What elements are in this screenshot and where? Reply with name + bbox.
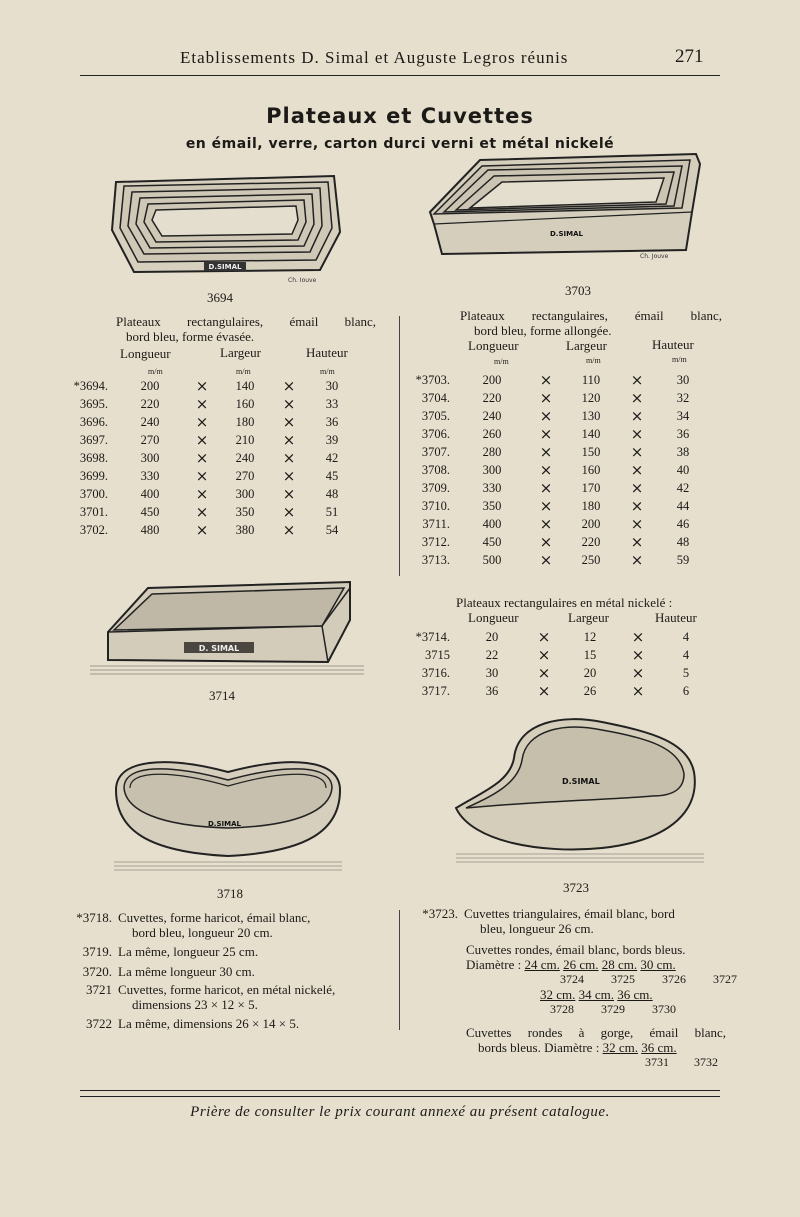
times-sign: ×	[630, 407, 644, 425]
table1-spec-table	[66, 377, 354, 539]
length-value: 200	[140, 379, 160, 393]
times-sign: ×	[537, 682, 551, 700]
times-sign: ×	[539, 515, 553, 533]
gorge-ref: 3731	[645, 1055, 669, 1069]
height-value: 48	[325, 487, 339, 501]
list-item-3719	[68, 942, 388, 964]
width-value: 12	[583, 630, 597, 644]
width-value: 180	[581, 499, 601, 513]
times-sign: ×	[537, 664, 551, 682]
height-value: 59	[676, 553, 690, 567]
figure-label-3718: 3718	[217, 886, 243, 901]
table-row	[408, 443, 706, 461]
width-value: 350	[235, 505, 255, 519]
height-value: 6	[682, 684, 690, 698]
footer-rule-top	[80, 1090, 720, 1091]
width-value: 160	[581, 463, 601, 477]
times-sign: ×	[539, 533, 553, 551]
table2-description	[460, 308, 722, 338]
list-item-3720	[68, 964, 388, 982]
table-row	[408, 628, 712, 646]
length-value: 200	[482, 373, 502, 387]
diameter-value: 32 cm.	[540, 987, 576, 1002]
length-value: 240	[140, 415, 160, 429]
times-sign: ×	[539, 443, 553, 461]
diameter-ref: 3727	[713, 972, 737, 986]
length-value: 260	[482, 427, 502, 441]
length-value: 280	[482, 445, 502, 459]
table-row	[408, 497, 706, 515]
diameter-value: 26 cm.	[563, 957, 599, 972]
row-ref: 3701.	[79, 505, 108, 519]
height-value: 30	[325, 379, 339, 393]
table-row	[408, 515, 706, 533]
row-ref: 3705.	[421, 409, 450, 423]
diameter-refs-2	[420, 1002, 730, 1017]
diameter-ref: 3726	[662, 972, 686, 986]
length-value: 220	[482, 391, 502, 405]
basin-3718-brand: D.SIMAL	[208, 820, 241, 828]
diameter-ref: 3728	[550, 1002, 574, 1016]
times-sign: ×	[539, 461, 553, 479]
figure-label-3714: 3714	[209, 688, 235, 703]
list-item-text-cont: bleu, longueur 26 cm.	[480, 921, 594, 936]
list-item-ref: 3719.	[82, 944, 112, 959]
table-row	[408, 664, 712, 682]
times-sign: ×	[539, 551, 553, 569]
table1-header-height: Hauteur	[306, 345, 348, 360]
row-ref: 3711.	[422, 517, 450, 531]
length-value: 240	[482, 409, 502, 423]
times-sign: ×	[195, 485, 209, 503]
table2-header-height: Hauteur	[652, 337, 694, 352]
width-value: 170	[581, 481, 601, 495]
diameter-value: 34 cm.	[578, 987, 615, 1002]
times-sign: ×	[630, 443, 644, 461]
table3-spec-table	[408, 628, 712, 700]
gorge-size: 32 cm.	[602, 1040, 638, 1055]
width-value: 270	[235, 469, 255, 483]
basin-3723-brand: D.SIMAL	[562, 777, 600, 786]
table3-header-height: Hauteur	[655, 610, 697, 625]
times-sign: ×	[630, 371, 644, 389]
table-row	[408, 682, 712, 700]
diameter-ref: 3730	[652, 1002, 676, 1016]
table-row	[408, 425, 706, 443]
tray-3714-brand: D. SIMAL	[198, 644, 240, 653]
row-ref: 3698.	[79, 451, 108, 465]
times-sign: ×	[195, 467, 209, 485]
times-sign: ×	[630, 389, 644, 407]
width-value: 250	[581, 553, 601, 567]
row-ref: 3699.	[79, 469, 108, 483]
height-value: 42	[676, 481, 690, 495]
engraver-signature-1: Ch. Jouve	[288, 277, 317, 282]
height-value: 4	[682, 630, 690, 644]
height-value: 54	[325, 523, 339, 537]
list-item-ref: *3718.	[76, 910, 112, 925]
times-sign: ×	[630, 551, 644, 569]
times-sign: ×	[282, 467, 296, 485]
gorge-text: bords bleus. Diamètre :	[478, 1040, 600, 1055]
row-ref: 3708.	[421, 463, 450, 477]
table-row	[408, 407, 706, 425]
table-row	[408, 389, 706, 407]
footer-rule-bottom	[80, 1096, 720, 1097]
height-value: 42	[325, 451, 339, 465]
times-sign: ×	[282, 431, 296, 449]
diameter-ref: 3725	[611, 972, 635, 986]
length-value: 300	[482, 463, 502, 477]
table1-header-length: Longueur	[120, 346, 171, 361]
diameter-value: 30 cm.	[640, 957, 676, 972]
height-value: 34	[676, 409, 690, 423]
table1-desc-line1: Plateaux rectangulaires, émail blanc,	[116, 314, 376, 329]
times-sign: ×	[539, 479, 553, 497]
list-item-text-cont: bord bleu, longueur 20 cm.	[132, 925, 273, 940]
table2-unit-height: m/m	[672, 355, 687, 364]
table2-desc-line2: bord bleu, forme allongée.	[474, 323, 612, 338]
list-item-ref: 3722	[86, 1016, 112, 1031]
height-value: 32	[676, 391, 690, 405]
table1-unit-width: m/m	[236, 367, 251, 376]
gorge-line-1: Cuvettes rondes à gorge, émail blanc,	[466, 1025, 726, 1040]
times-sign: ×	[537, 646, 551, 664]
right-product-list	[420, 906, 737, 1070]
figure-label-3723: 3723	[563, 880, 589, 895]
times-sign: ×	[282, 521, 296, 539]
length-value: 20	[485, 630, 499, 644]
times-sign: ×	[631, 646, 645, 664]
diameter-row-2	[420, 987, 730, 1002]
times-sign: ×	[195, 503, 209, 521]
length-value: 450	[482, 535, 502, 549]
width-value: 120	[581, 391, 601, 405]
row-ref: 3706.	[421, 427, 450, 441]
width-value: 150	[581, 445, 601, 459]
table2-desc-line1: Plateaux rectangulaires, émail blanc,	[460, 308, 722, 323]
row-ref: 3709.	[421, 481, 450, 495]
width-value: 300	[235, 487, 255, 501]
table2-header-length: Longueur	[468, 338, 519, 353]
length-value: 220	[140, 397, 160, 411]
width-value: 140	[581, 427, 601, 441]
list-item-ref: *3723.	[422, 906, 458, 921]
length-value: 400	[482, 517, 502, 531]
table-row	[66, 395, 354, 413]
page-title: Plateaux et Cuvettes	[266, 104, 534, 128]
row-ref: *3703.	[415, 373, 450, 387]
row-ref: 3710.	[421, 499, 450, 513]
length-value: 36	[485, 684, 499, 698]
row-ref: *3714.	[415, 630, 450, 644]
list-item-3723	[420, 906, 730, 936]
basin-3718-illustration	[108, 750, 348, 880]
times-sign: ×	[630, 461, 644, 479]
row-ref: *3694.	[73, 379, 108, 393]
table1-header-width: Largeur	[220, 345, 261, 360]
row-ref: 3715	[425, 648, 450, 662]
list-item-text: Cuvettes triangulaires, émail blanc, bord	[464, 906, 675, 921]
table-row	[66, 503, 354, 521]
length-value: 22	[485, 648, 499, 662]
times-sign: ×	[195, 377, 209, 395]
page-number: 271	[675, 46, 704, 67]
length-value: 350	[482, 499, 502, 513]
times-sign: ×	[630, 515, 644, 533]
times-sign: ×	[631, 664, 645, 682]
times-sign: ×	[282, 485, 296, 503]
table-row	[66, 485, 354, 503]
times-sign: ×	[539, 371, 553, 389]
tray-3703-illustration	[420, 152, 710, 262]
row-ref: 3697.	[79, 433, 108, 447]
height-value: 4	[682, 648, 690, 662]
times-sign: ×	[195, 431, 209, 449]
row-ref: 3707.	[421, 445, 450, 459]
basin-3723-illustration	[452, 712, 708, 872]
gorge-line-2	[420, 1040, 730, 1055]
tray-3694-brand: D.SIMAL	[208, 263, 242, 271]
header-rule	[80, 75, 720, 76]
table1-description	[116, 314, 376, 344]
length-value: 500	[482, 553, 502, 567]
tray-3694-illustration	[108, 170, 344, 282]
height-value: 36	[676, 427, 690, 441]
times-sign: ×	[282, 395, 296, 413]
height-value: 44	[676, 499, 690, 513]
times-sign: ×	[630, 497, 644, 515]
height-value: 30	[676, 373, 690, 387]
row-ref: 3716.	[421, 666, 450, 680]
list-item-text: Cuvettes, forme haricot, émail blanc,	[118, 910, 311, 925]
height-value: 40	[676, 463, 690, 477]
list-item-ref: 3721	[86, 982, 112, 997]
width-value: 15	[583, 648, 597, 662]
width-value: 220	[581, 535, 601, 549]
figure-label-3703: 3703	[565, 283, 591, 298]
gorge-size: 36 cm.	[641, 1040, 677, 1055]
table-row	[66, 449, 354, 467]
times-sign: ×	[630, 479, 644, 497]
table2-header-width: Largeur	[566, 338, 607, 353]
list-item-text: La même, longueur 25 cm.	[118, 944, 259, 959]
diameter-row-1	[420, 957, 730, 972]
table-row	[408, 551, 706, 569]
list-item-3718	[68, 910, 388, 942]
width-value: 380	[235, 523, 255, 537]
table-row	[66, 413, 354, 431]
list-item-text: La même longueur 30 cm.	[118, 964, 255, 979]
table2-spec-table	[408, 371, 706, 569]
footer-note: Prière de consulter le prix courant annexé au présent catalogue.	[190, 1104, 610, 1120]
table-row	[66, 467, 354, 485]
tray-3714-illustration	[88, 580, 370, 680]
times-sign: ×	[195, 395, 209, 413]
diameter-ref: 3724	[560, 972, 584, 986]
width-value: 240	[235, 451, 255, 465]
height-value: 39	[325, 433, 339, 447]
width-value: 180	[235, 415, 255, 429]
times-sign: ×	[282, 413, 296, 431]
row-ref: 3704.	[421, 391, 450, 405]
height-value: 33	[325, 397, 339, 411]
height-value: 51	[325, 505, 339, 519]
table-row	[408, 461, 706, 479]
length-value: 450	[140, 505, 160, 519]
width-value: 110	[581, 373, 601, 387]
times-sign: ×	[539, 407, 553, 425]
list-item-3721	[68, 982, 388, 1016]
width-value: 200	[581, 517, 601, 531]
row-ref: 3696.	[79, 415, 108, 429]
row-ref: 3702.	[79, 523, 108, 537]
engraver-signature-2: Ch. Jouve	[640, 253, 669, 260]
height-value: 38	[676, 445, 690, 459]
table-row	[408, 533, 706, 551]
times-sign: ×	[539, 497, 553, 515]
length-value: 300	[140, 451, 160, 465]
times-sign: ×	[195, 413, 209, 431]
row-ref: 3717.	[421, 684, 450, 698]
table1-unit-height: m/m	[320, 367, 335, 376]
times-sign: ×	[539, 389, 553, 407]
times-sign: ×	[537, 628, 551, 646]
height-value: 45	[325, 469, 339, 483]
times-sign: ×	[282, 449, 296, 467]
times-sign: ×	[539, 425, 553, 443]
width-value: 26	[583, 684, 597, 698]
times-sign: ×	[631, 682, 645, 700]
row-ref: 3700.	[79, 487, 108, 501]
diameter-value: 28 cm.	[601, 957, 638, 972]
row-ref: 3713.	[421, 553, 450, 567]
table3-header-width: Largeur	[568, 610, 609, 625]
list-item-text: La même, dimensions 26 × 14 × 5.	[118, 1016, 300, 1031]
table3-header-length: Longueur	[468, 610, 519, 625]
column-separator-top	[399, 316, 400, 576]
table-row	[408, 479, 706, 497]
tray-3703-brand: D.SIMAL	[550, 230, 583, 238]
table-row	[408, 371, 706, 389]
diameter-refs-1	[420, 972, 737, 987]
diameter-value: 36 cm.	[617, 987, 653, 1002]
height-value: 46	[676, 517, 690, 531]
width-value: 20	[583, 666, 597, 680]
list-item-text: Cuvettes, forme haricot, en métal nickelé,	[118, 982, 336, 997]
page-subtitle: en émail, verre, carton durci verni et métal nickelé	[185, 136, 615, 152]
length-value: 330	[482, 481, 502, 495]
length-value: 270	[140, 433, 160, 447]
table2-unit-length: m/m	[494, 357, 509, 366]
diameter-value: 24 cm.	[524, 957, 560, 972]
times-sign: ×	[195, 521, 209, 539]
height-value: 48	[676, 535, 690, 549]
length-value: 480	[140, 523, 160, 537]
table2-unit-width: m/m	[586, 356, 601, 365]
table1-desc-line2: bord bleu, forme évasée.	[126, 329, 255, 344]
running-header: Etablissements D. Simal et Auguste Legros réunis	[180, 48, 569, 67]
height-value: 36	[325, 415, 339, 429]
width-value: 140	[235, 379, 255, 393]
list-item-3722	[68, 1016, 388, 1034]
width-value: 130	[581, 409, 601, 423]
length-value: 30	[485, 666, 499, 680]
table-row	[66, 431, 354, 449]
table1-unit-length: m/m	[148, 367, 163, 376]
length-value: 400	[140, 487, 160, 501]
times-sign: ×	[631, 628, 645, 646]
height-value: 5	[682, 666, 690, 680]
table-row	[408, 646, 712, 664]
times-sign: ×	[282, 377, 296, 395]
gorge-ref: 3732	[694, 1055, 718, 1069]
gorge-refs	[420, 1055, 730, 1070]
row-ref: 3712.	[421, 535, 450, 549]
table-row	[66, 521, 354, 539]
diameter-label: Diamètre :	[466, 957, 522, 972]
table3-description: Plateaux rectangulaires en métal nickelé :	[456, 595, 673, 610]
times-sign: ×	[195, 449, 209, 467]
row-ref: 3695.	[79, 397, 108, 411]
list-item-text-cont: dimensions 23 × 12 × 5.	[132, 997, 258, 1012]
times-sign: ×	[630, 533, 644, 551]
times-sign: ×	[282, 503, 296, 521]
figure-label-3694: 3694	[207, 290, 233, 305]
rondes-line: Cuvettes rondes, émail blanc, bords bleus.	[466, 942, 686, 957]
width-value: 160	[235, 397, 255, 411]
length-value: 330	[140, 469, 160, 483]
left-product-list	[68, 910, 388, 1034]
column-separator-bottom	[399, 910, 400, 1030]
table-row	[66, 377, 354, 395]
times-sign: ×	[630, 425, 644, 443]
width-value: 210	[235, 433, 255, 447]
list-item-ref: 3720.	[82, 964, 112, 979]
diameter-ref: 3729	[601, 1002, 625, 1016]
